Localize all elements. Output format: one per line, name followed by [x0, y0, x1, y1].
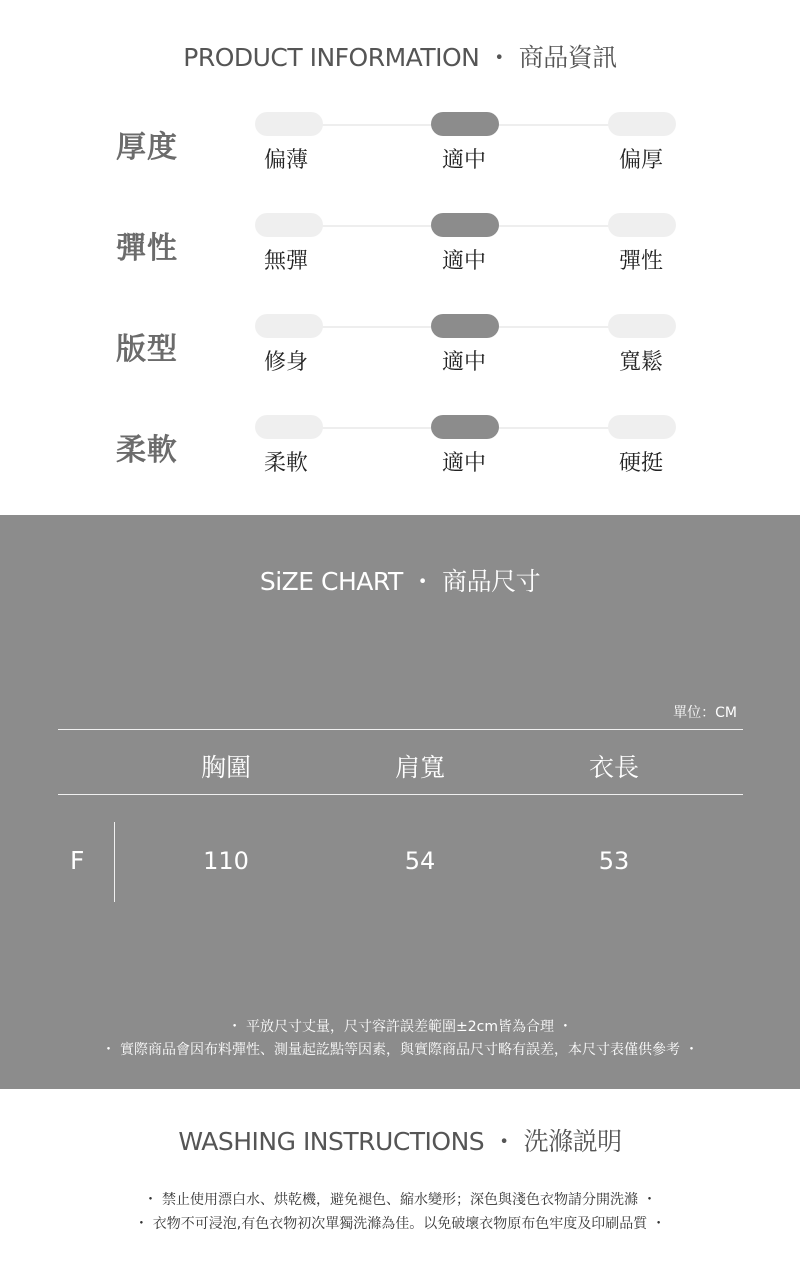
scale-pill	[608, 314, 676, 338]
table-divider	[58, 729, 743, 730]
scale-pill	[255, 314, 323, 338]
scale-pill-selected	[431, 112, 499, 136]
attr-row-thickness	[0, 112, 800, 182]
row-divider	[114, 822, 115, 902]
product-info-title: PRODUCT INFORMATION ・ 商品資訊	[183, 43, 617, 72]
scale-pill	[255, 112, 323, 136]
unit-label: 單位：CM	[673, 705, 737, 721]
column-header-shoulder: 肩寬	[394, 753, 445, 782]
washing-title: WASHING INSTRUCTIONS ・ 洗滌説明	[178, 1127, 622, 1156]
attr-label: 版型	[116, 332, 178, 367]
table-divider	[58, 794, 743, 795]
scale-option: 適中	[442, 249, 487, 274]
attr-row-elasticity	[0, 213, 800, 283]
scale-option: 偏薄	[264, 148, 309, 173]
size-note: ・ 平放尺寸丈量，尺寸容許誤差範圍±2cm皆為合理 ・	[227, 1019, 573, 1035]
scale-option: 修身	[264, 350, 309, 375]
column-header-chest: 胸圍	[200, 753, 251, 782]
washing-note: ・ 禁止使用漂白水、烘乾機，避免褪色、縮水變形；深色與淺色衣物請分開洗滌 ・	[143, 1192, 657, 1208]
size-row-label: F	[70, 846, 85, 875]
size-note: ・ 實際商品會因布料彈性、測量起訖點等因素，與實際商品尺寸略有誤差，本尺寸表僅供參考 ・	[101, 1042, 699, 1058]
attr-row-fit	[0, 314, 800, 384]
scale-option: 硬挺	[619, 451, 664, 476]
scale-option: 適中	[442, 350, 487, 375]
scale-pill	[608, 415, 676, 439]
washing-note: ・ 衣物不可浸泡,有色衣物初次單獨洗滌為佳。以免破壞衣物原布色牢度及印刷品質 ・	[134, 1216, 666, 1232]
attr-label: 厚度	[116, 130, 178, 165]
scale-option: 偏厚	[619, 148, 664, 173]
attr-label: 彈性	[116, 231, 178, 266]
attr-label: 柔軟	[116, 433, 178, 468]
scale-pill	[255, 415, 323, 439]
table-cell: 53	[598, 847, 630, 875]
column-header-length: 衣長	[588, 753, 639, 782]
table-cell: 110	[203, 847, 249, 875]
scale-pill-selected	[431, 213, 499, 237]
scale-option: 柔軟	[264, 451, 309, 476]
attr-row-softness	[0, 415, 800, 485]
scale-option: 適中	[442, 148, 487, 173]
table-cell: 54	[404, 847, 436, 875]
size-chart-section	[0, 515, 800, 1089]
scale-option: 寬鬆	[619, 350, 664, 375]
scale-pill	[608, 213, 676, 237]
scale-pill	[608, 112, 676, 136]
scale-option: 彈性	[619, 249, 664, 274]
scale-option: 無彈	[264, 249, 309, 274]
scale-option: 適中	[442, 451, 487, 476]
size-chart-title: SiZE CHART ・ 商品尺寸	[259, 567, 541, 596]
scale-pill	[255, 213, 323, 237]
scale-pill-selected	[431, 314, 499, 338]
scale-pill-selected	[431, 415, 499, 439]
